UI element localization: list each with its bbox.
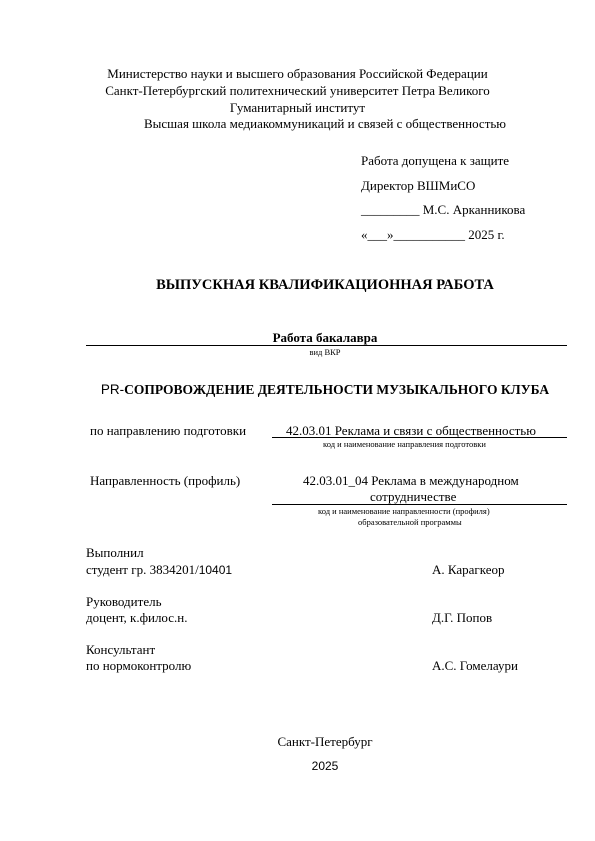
- approval-signer: М.С. Арканникова: [422, 202, 526, 217]
- supervisor-title: доцент, к.филос.н.: [86, 610, 188, 625]
- work-type-underline: [86, 345, 567, 346]
- performer-group-number: 10401: [198, 563, 233, 577]
- consultant-name: А.С. Гомелаури: [432, 658, 518, 673]
- work-type-value: Работа бакалавра: [272, 330, 378, 345]
- approval-director: Директор ВШМиСО: [361, 178, 476, 193]
- signature-blank: _________: [361, 202, 420, 217]
- profile-caption-line2: образовательной программы: [358, 517, 462, 527]
- profile-caption-line1: код и наименование направленности (профиля): [318, 506, 490, 516]
- consultant-title: по нормоконтролю: [86, 658, 192, 673]
- work-type-caption: вид ВКР: [309, 347, 341, 357]
- performer-group-row: [86, 562, 232, 578]
- supervisor-role: Руководитель: [86, 594, 162, 609]
- approval-date-row: [361, 227, 505, 243]
- profile-value-line1: 42.03.01_04 Реклама в международном: [303, 473, 519, 488]
- direction-underline: [272, 437, 567, 438]
- performer-group-prefix: студент гр. 3834201/: [86, 562, 199, 577]
- date-quote-open: «: [361, 227, 368, 242]
- profile-label: Направленность (профиль): [90, 473, 241, 488]
- date-month-blank: ___________: [393, 227, 465, 242]
- performer-role: Выполнил: [86, 545, 144, 560]
- date-day-blank: ___: [367, 227, 387, 242]
- topic-text: СОПРОВОЖДЕНИЕ ДЕЯТЕЛЬНОСТИ МУЗЫКАЛЬНОГО КЛУБА: [124, 382, 550, 397]
- date-quote-close: »: [387, 227, 394, 242]
- document-title: ВЫПУСКНАЯ КВАЛИФИКАЦИОННАЯ РАБОТА: [156, 277, 494, 293]
- supervisor-name: Д.Г. Попов: [432, 610, 493, 625]
- profile-underline: [272, 504, 567, 505]
- direction-caption: код и наименование направления подготовки: [323, 439, 486, 449]
- profile-value-line2: сотрудничестве: [370, 489, 457, 504]
- direction-label: по направлению подготовки: [90, 423, 247, 438]
- topic-title: [0, 382, 595, 398]
- direction-value: 42.03.01 Реклама и связи с общественностью: [286, 423, 536, 438]
- institute-line: Гуманитарный институт: [229, 100, 366, 115]
- ministry-line: Министерство науки и высшего образования Российской Федерации: [107, 66, 488, 81]
- approval-signature-row: [361, 202, 525, 218]
- university-line: Санкт-Петербургский политехнический университет Петра Великого: [105, 83, 490, 98]
- performer-name: А. Карагкеор: [432, 562, 505, 577]
- topic-prefix: PR-: [100, 382, 125, 397]
- approval-admitted: Работа допущена к защите: [361, 153, 510, 168]
- footer-city: Санкт-Петербург: [277, 734, 373, 749]
- consultant-role: Консультант: [86, 642, 156, 657]
- school-line: Высшая школа медиакоммуникаций и связей с общественностью: [143, 116, 507, 131]
- date-year: 2025 г.: [468, 227, 505, 242]
- footer-year: 2025: [311, 759, 339, 773]
